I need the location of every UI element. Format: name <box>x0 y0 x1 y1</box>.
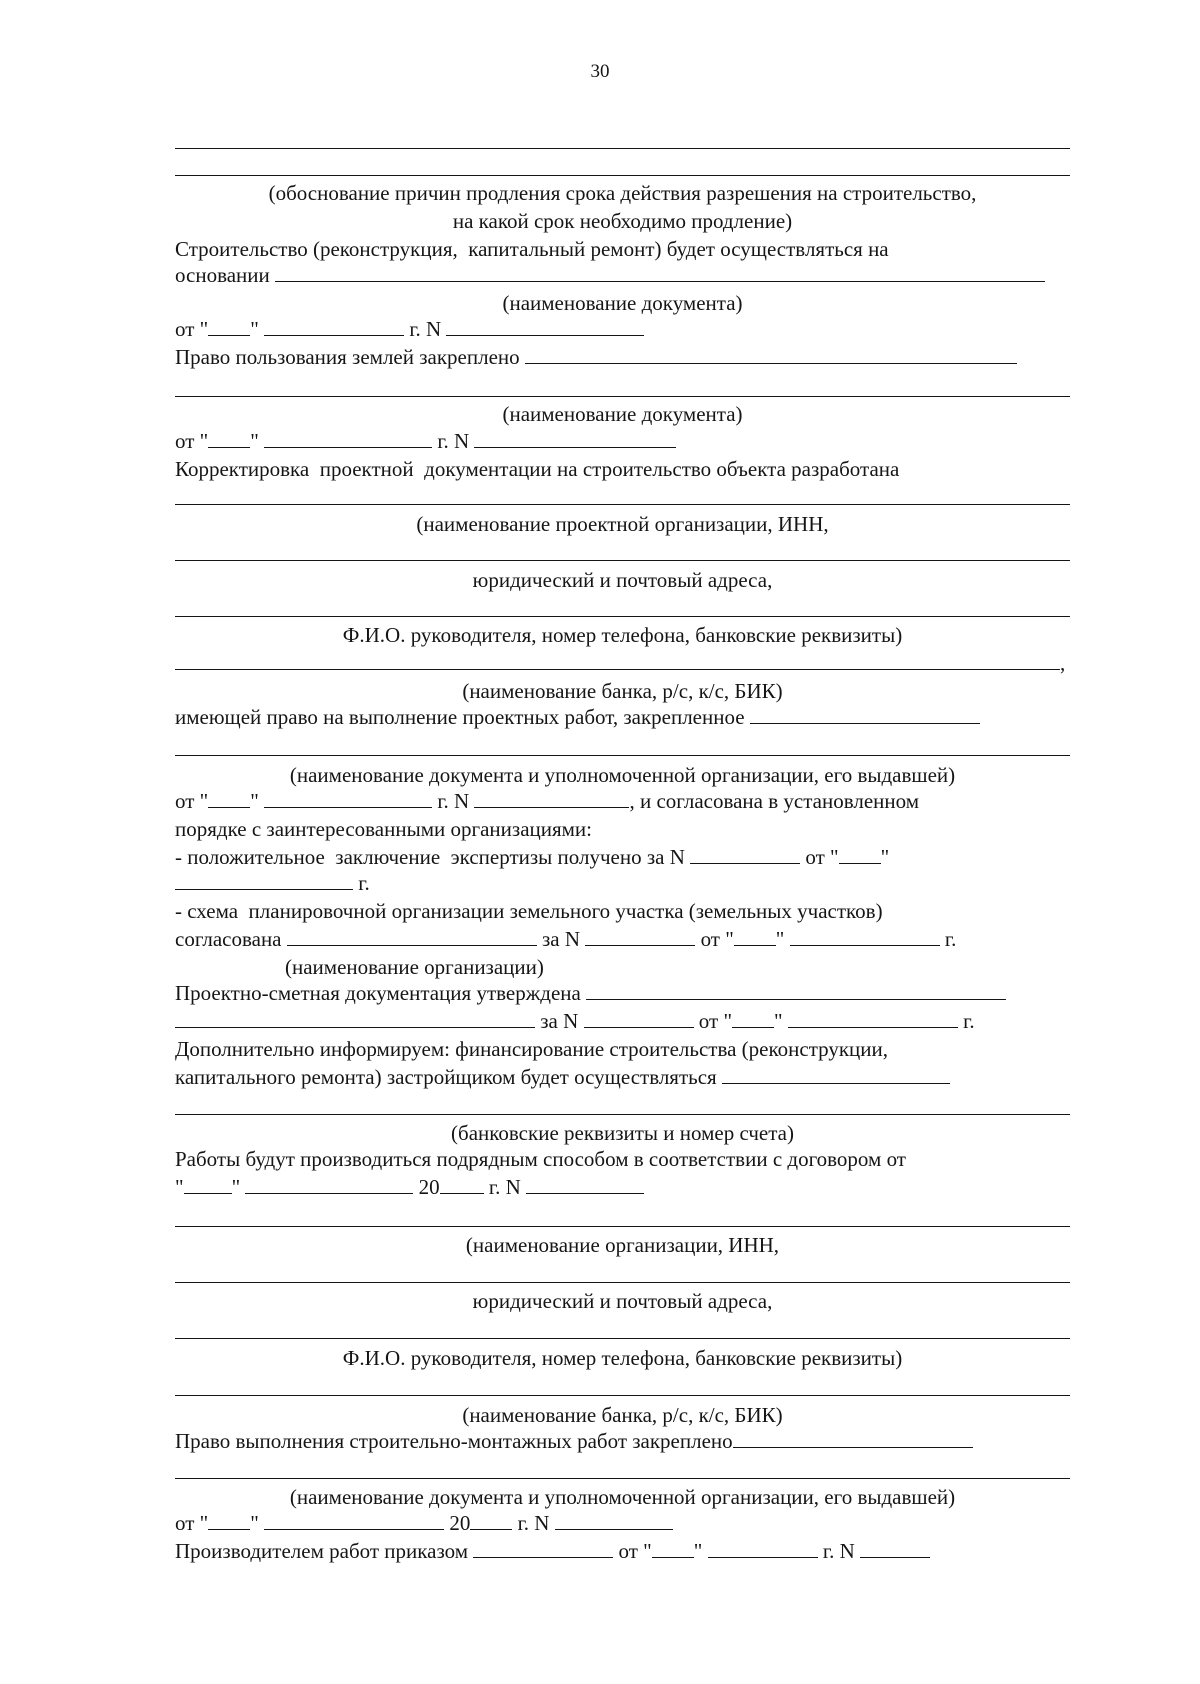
text-segment: 20 <box>413 1175 440 1199</box>
text-segment: Ф.И.О. руководителя, номер телефона, банковские реквизиты) <box>342 623 903 647</box>
blank-field[interactable] <box>175 873 353 890</box>
blank-field[interactable] <box>175 1011 535 1028</box>
form-line <box>285 954 544 980</box>
text-segment: г. <box>957 1009 975 1033</box>
text-segment: Строительство (реконструкция, капитальный ремонт) будет осуществляться на <box>175 237 889 261</box>
text-segment: (наименование организации, ИНН, <box>465 1233 780 1257</box>
text-segment: (наименование документа) <box>502 402 743 426</box>
blank-field[interactable] <box>525 347 1017 364</box>
field-caption <box>175 511 1070 537</box>
field-caption <box>175 678 1070 704</box>
page-number: 30 <box>590 61 610 82</box>
text-segment: г. <box>353 871 370 895</box>
form-line <box>175 650 1065 676</box>
text-segment: Ф.И.О. руководителя, номер телефона, банковские реквизиты) <box>342 1346 903 1370</box>
blank-field[interactable] <box>264 431 432 448</box>
text-segment: Дополнительно информируем: финансирование строительства (реконструкции, <box>175 1037 889 1061</box>
form-line <box>175 816 592 842</box>
form-line <box>175 704 980 730</box>
text-segment: (наименование документа и уполномоченной организации, его выдавшей) <box>289 763 956 787</box>
field-caption <box>175 401 1070 427</box>
blank-field[interactable] <box>555 1513 673 1530</box>
blank-field[interactable] <box>722 1067 950 1084</box>
text-segment: (обоснование причин продления срока действия разрешения на строительство, <box>268 181 977 205</box>
field-caption <box>175 290 1070 316</box>
blank-field[interactable] <box>275 265 1045 282</box>
field-caption <box>175 762 1070 788</box>
form-line <box>175 1428 973 1454</box>
text-segment: г. N <box>512 1511 555 1535</box>
form-line <box>175 1146 906 1172</box>
text-segment: - схема планировочной организации земельного участка (земельных участков) <box>175 899 883 923</box>
fill-line[interactable] <box>175 175 1070 176</box>
text-segment: (наименование организации) <box>285 955 544 979</box>
form-line <box>175 262 1045 288</box>
form-line <box>175 926 956 952</box>
form-line <box>175 456 899 482</box>
text-segment: г. N <box>432 429 475 453</box>
field-caption <box>175 1484 1070 1510</box>
blank-field[interactable] <box>446 319 644 336</box>
field-caption <box>175 567 1070 593</box>
field-caption <box>175 208 1070 234</box>
fill-line[interactable] <box>175 1478 1070 1479</box>
text-segment: (наименование документа и уполномоченной организации, его выдавшей) <box>289 1485 956 1509</box>
blank-field[interactable] <box>733 1431 973 1448</box>
blank-field[interactable] <box>264 791 432 808</box>
text-segment: " <box>250 789 265 813</box>
field-caption <box>175 1232 1070 1258</box>
field-caption <box>175 1402 1070 1428</box>
fill-line[interactable] <box>175 148 1070 149</box>
form-line <box>175 1538 930 1564</box>
text-segment: г. N <box>404 317 447 341</box>
text-segment: имеющей право на выполнение проектных работ, закрепленное <box>175 705 750 729</box>
text-segment: за N <box>535 1009 584 1033</box>
blank-field[interactable] <box>839 847 881 864</box>
form-line <box>175 316 644 342</box>
text-segment: " <box>774 1009 788 1033</box>
form-line <box>175 788 919 814</box>
text-segment: (наименование банка, р/с, к/с, БИК) <box>462 1403 783 1427</box>
text-segment: капитального ремонта) застройщиком будет осуществляться <box>175 1065 722 1089</box>
text-segment: Производителем работ приказом <box>175 1539 474 1563</box>
text-segment: Корректировка проектной документации на строительство объекта разработана <box>175 457 900 481</box>
field-caption <box>175 180 1070 206</box>
text-segment: Проектно-сметная документация утверждена <box>175 981 587 1005</box>
text-segment: от " <box>175 1511 209 1535</box>
blank-field[interactable] <box>790 929 940 946</box>
text-segment: " <box>250 317 265 341</box>
text-segment: , <box>1060 651 1066 675</box>
blank-field[interactable] <box>734 929 776 946</box>
fill-line[interactable] <box>175 560 1070 561</box>
text-segment: , и согласована в установленном <box>629 789 920 813</box>
text-segment: " <box>231 1175 246 1199</box>
blank-field[interactable] <box>208 1513 250 1530</box>
form-line <box>175 870 370 896</box>
fill-line[interactable] <box>175 1282 1070 1283</box>
form-line <box>175 1174 644 1200</box>
text-segment: порядке с заинтересованными организациями: <box>175 817 593 841</box>
text-segment: от " <box>693 1009 733 1033</box>
text-segment: на какой срок необходимо продление) <box>452 209 793 233</box>
text-segment: г. N <box>483 1175 527 1199</box>
blank-field[interactable] <box>175 653 1060 670</box>
fill-line[interactable] <box>175 755 1070 756</box>
text-segment: (наименование документа) <box>502 291 743 315</box>
text-segment: г. N <box>817 1539 861 1563</box>
form-line <box>175 236 889 262</box>
text-segment: Право выполнения строительно-монтажных работ закреплено <box>175 1429 733 1453</box>
field-caption <box>175 622 1070 648</box>
fill-line[interactable] <box>175 504 1070 505</box>
form-line <box>175 1064 950 1090</box>
blank-field[interactable] <box>470 1513 512 1530</box>
blank-field[interactable] <box>708 1541 818 1558</box>
form-line <box>175 844 889 870</box>
fill-line[interactable] <box>175 1226 1070 1227</box>
blank-field[interactable] <box>860 1541 930 1558</box>
blank-field[interactable] <box>208 431 250 448</box>
text-segment: (наименование банка, р/с, к/с, БИК) <box>462 679 783 703</box>
text-segment: 20 <box>444 1511 471 1535</box>
text-segment: от " <box>175 429 209 453</box>
text-segment: Работы будут производиться подрядным способом в соответствии с договором от <box>175 1147 906 1171</box>
fill-line[interactable] <box>175 396 1070 397</box>
field-caption <box>175 1120 1070 1146</box>
text-segment: от " <box>695 927 734 951</box>
form-line <box>175 980 1006 1006</box>
form-line <box>175 1510 673 1536</box>
blank-field[interactable] <box>585 929 695 946</box>
blank-field[interactable] <box>526 1177 644 1194</box>
fill-line[interactable] <box>175 1114 1070 1115</box>
form-line <box>175 428 676 454</box>
blank-field[interactable] <box>732 1011 774 1028</box>
text-segment: согласована <box>175 927 287 951</box>
text-segment: юридический и почтовый адреса, <box>472 1289 773 1313</box>
blank-field[interactable] <box>287 929 537 946</box>
blank-field[interactable] <box>584 1011 694 1028</box>
text-segment: (банковские реквизиты и номер счета) <box>451 1121 794 1145</box>
text-segment: " <box>250 1511 265 1535</box>
blank-field[interactable] <box>245 1177 413 1194</box>
text-segment: " <box>693 1539 708 1563</box>
text-segment: г. <box>939 927 957 951</box>
text-segment: юридический и почтовый адреса, <box>472 568 773 592</box>
text-segment: " <box>775 927 790 951</box>
text-segment: г. N <box>432 789 475 813</box>
form-line <box>175 344 1017 370</box>
text-segment: от " <box>613 1539 652 1563</box>
field-caption <box>175 1345 1070 1371</box>
text-segment: - положительное заключение экспертизы получено за N <box>175 845 691 869</box>
field-caption <box>175 1288 1070 1314</box>
blank-field[interactable] <box>652 1541 694 1558</box>
blank-field[interactable] <box>474 791 629 808</box>
blank-field[interactable] <box>473 1541 613 1558</box>
blank-field[interactable] <box>264 1513 444 1530</box>
form-line <box>175 1036 888 1062</box>
blank-field[interactable] <box>208 319 250 336</box>
blank-field[interactable] <box>690 847 800 864</box>
blank-field[interactable] <box>586 983 1006 1000</box>
blank-field[interactable] <box>184 1177 232 1194</box>
blank-field[interactable] <box>788 1011 958 1028</box>
blank-field[interactable] <box>208 791 250 808</box>
blank-field[interactable] <box>264 319 404 336</box>
form-line <box>175 1008 975 1034</box>
text-segment: от " <box>800 845 839 869</box>
text-segment: " <box>880 845 890 869</box>
text-segment: " <box>250 429 265 453</box>
text-segment: (наименование проектной организации, ИНН, <box>416 512 829 536</box>
text-segment: за N <box>536 927 586 951</box>
form-line <box>175 898 883 924</box>
text-segment: от " <box>175 789 209 813</box>
blank-field[interactable] <box>474 431 676 448</box>
fill-line[interactable] <box>175 616 1070 617</box>
text-segment: основании <box>175 263 276 287</box>
blank-field[interactable] <box>440 1177 484 1194</box>
fill-line[interactable] <box>175 1395 1070 1396</box>
text-segment: Право пользования землей закреплено <box>175 345 525 369</box>
text-segment: от " <box>175 317 209 341</box>
text-segment: " <box>175 1175 184 1199</box>
blank-field[interactable] <box>750 707 980 724</box>
fill-line[interactable] <box>175 1338 1070 1339</box>
